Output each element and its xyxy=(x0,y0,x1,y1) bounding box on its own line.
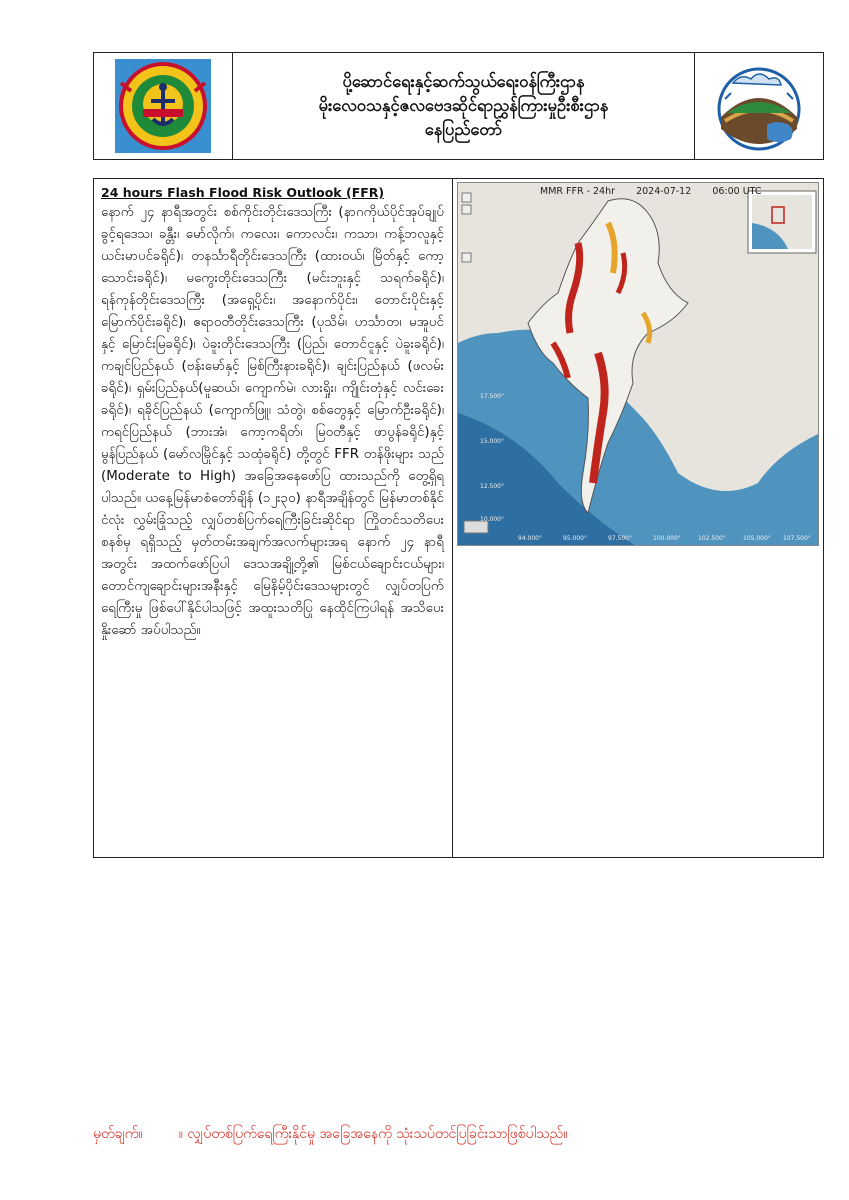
footer-label: မှတ်ချက်။ xyxy=(93,1126,143,1142)
ministry-logo xyxy=(113,57,213,155)
footer-text: ။ လျှပ်တစ်ပြက်ရေကြီးနိုင်မှု အခြေအနေကို သုံးသပ်တင်ပြခြင်းသာဖြစ်ပါသည်။ xyxy=(178,1126,568,1142)
header-table xyxy=(93,52,824,160)
ffr-map-image xyxy=(458,183,819,546)
outlook-body: နောက် ၂၄ နာရီအတွင်း စစ်ကိုင်းတိုင်းဒေသကြီး (နာဂကိုယ်ပိုင်အုပ်ချုပ်ခွင့်ရဒေသ၊ ခန္တီး၊ မော်လိုက်၊ ကလေး၊ ကောလင်း၊ ကသာ၊ ကန့်ဘလူနှင့် ယင်းမာပင်ခရိုင်)၊ တနင်္သာရီတိုင်းဒေသကြီး (ထားဝယ်၊ မြိတ်နှင့် ကော့သောင်းခရိုင်)၊ မကွေးတိုင်းဒေသကြီး (မင်းဘူးနှင့် သရက်ခရိုင်)၊ ရန်ကုန်တိုင်းဒေသကြီး (အရှေ့ပိုင်း၊ အနောက်ပိုင်း၊ တောင်းပိုင်းနှင့် မြောက်ပိုင်းခရိုင်)၊ ဧရာဝတီတိုင်းဒေသကြီး (ပုသိမ်၊ ဟင်္သာတ၊ မအူပင်နှင့် မြောင်းမြခရိုင်)၊ ပဲခူးတိုင်းဒေသကြီး (ပြည်၊ တောင်ငူနှင့် ပဲခူးခရိုင်)၊ ကချင်ပြည်နယ် (ဗန်းမော်နှင့် မြစ်ကြီးနားခရိုင်)၊ ချင်းပြည်နယ် (ဖလမ်းခရိုင်)၊ ရှမ်းပြည်နယ်(မူဆယ်၊ ကျောက်မဲ၊ လားရှိုး၊ ကျိုင်းတုံနှင့် လင်းခေးခရိုင်)၊ ရခိုင်ပြည်နယ် (ကျောက်ဖြူ၊ သံတွဲ၊ စစ်တွေနှင့် မြောက်ဦးခရိုင်)၊ ကရင်ပြည်နယ် (ဘားအံ၊ ကော့ကရိတ်၊ မြဝတီနှင့် ဖာပွန်ခရိုင်)နှင့် မွန်ပြည်နယ် (မော်လမြိုင်နှင့် သထုံခရိုင်) တို့တွင် FFR တန်ဖိုးများ သည် (Moderate to High) အခြေအနေဖော်ပြ ထားသည်ကို တွေ့ရှိရပါသည်။ ယနေ့မြန်မာစံတော်ချိန် (၁၂း၃၀) နာရီအချိန်တွင် မြန်မာတစ်နိုင်ငံလုံး လွှမ်းခြုံသည့် လျှပ်တစ်ပြက်ရေကြီးခြင်းဆိုင်ရာ ကြိုတင်သတိပေးစနစ်မှ ရရှိသည့် မှတ်တမ်းအချက်အလက်များအရ နောက် ၂၄ နာရီအတွင်း အထက်ဖော်ပြပါ ဒေသအချို့တို့၏ မြစ်ငယ်ချောင်းငယ်များ၊ တောင်ကျချောင်းများအနီးနှင့် မြေနိမ့်ပိုင်းဒေသများတွင် လျှပ်တပြက်ရေကြီးမှု ဖြစ်ပေါ်နိုင်ပါသဖြင့် အထူးသတိပြု နေထိုင်ကြပါရန် အသိပေးနှိုးဆော် အပ်ပါသည်။ xyxy=(101,205,444,638)
header-title-cell xyxy=(233,53,695,159)
map-date: 2024-07-12 xyxy=(636,186,692,197)
map-time: 06:00 UTC xyxy=(712,186,762,197)
department-name: မိုးလေဝသနှင့်ဇလဗေဒဆိုင်ရာညွှန်ကြားမှုဦးစီးဌာန xyxy=(318,96,609,115)
lat-label: 17.500° xyxy=(480,393,504,400)
lon-label: 95.000° xyxy=(563,535,587,542)
lon-label: 107.500° xyxy=(783,535,811,542)
outlook-title: 24 hours Flash Flood Risk Outlook (FFR) xyxy=(101,185,385,200)
outlook-table xyxy=(93,178,824,858)
footer-note xyxy=(93,1124,793,1145)
map-product: MMR FFR - 24hr xyxy=(540,186,616,197)
hydrology-logo-cell xyxy=(695,53,823,159)
map-caption xyxy=(540,186,780,197)
lon-label: 105.000° xyxy=(743,535,771,542)
lon-label: 97.500° xyxy=(608,535,632,542)
map-cell xyxy=(453,179,823,857)
outlook-text-cell xyxy=(94,179,453,857)
ministry-logo-cell xyxy=(94,53,233,159)
location-name: နေပြည်တော် xyxy=(424,120,503,139)
lon-label: 94.000° xyxy=(518,535,542,542)
lon-label: 100.000° xyxy=(653,535,681,542)
lat-label: 10.000° xyxy=(480,516,504,523)
lat-label: 12.500° xyxy=(480,483,504,490)
ffr-map xyxy=(457,182,819,546)
hydrology-logo xyxy=(711,59,807,153)
lat-label: 15.000° xyxy=(480,438,504,445)
lon-label: 102.500° xyxy=(698,535,726,542)
ministry-name: ပို့ဆောင်ရေးနှင့်ဆက်သွယ်ရေးဝန်ကြီးဌာန xyxy=(342,72,585,91)
